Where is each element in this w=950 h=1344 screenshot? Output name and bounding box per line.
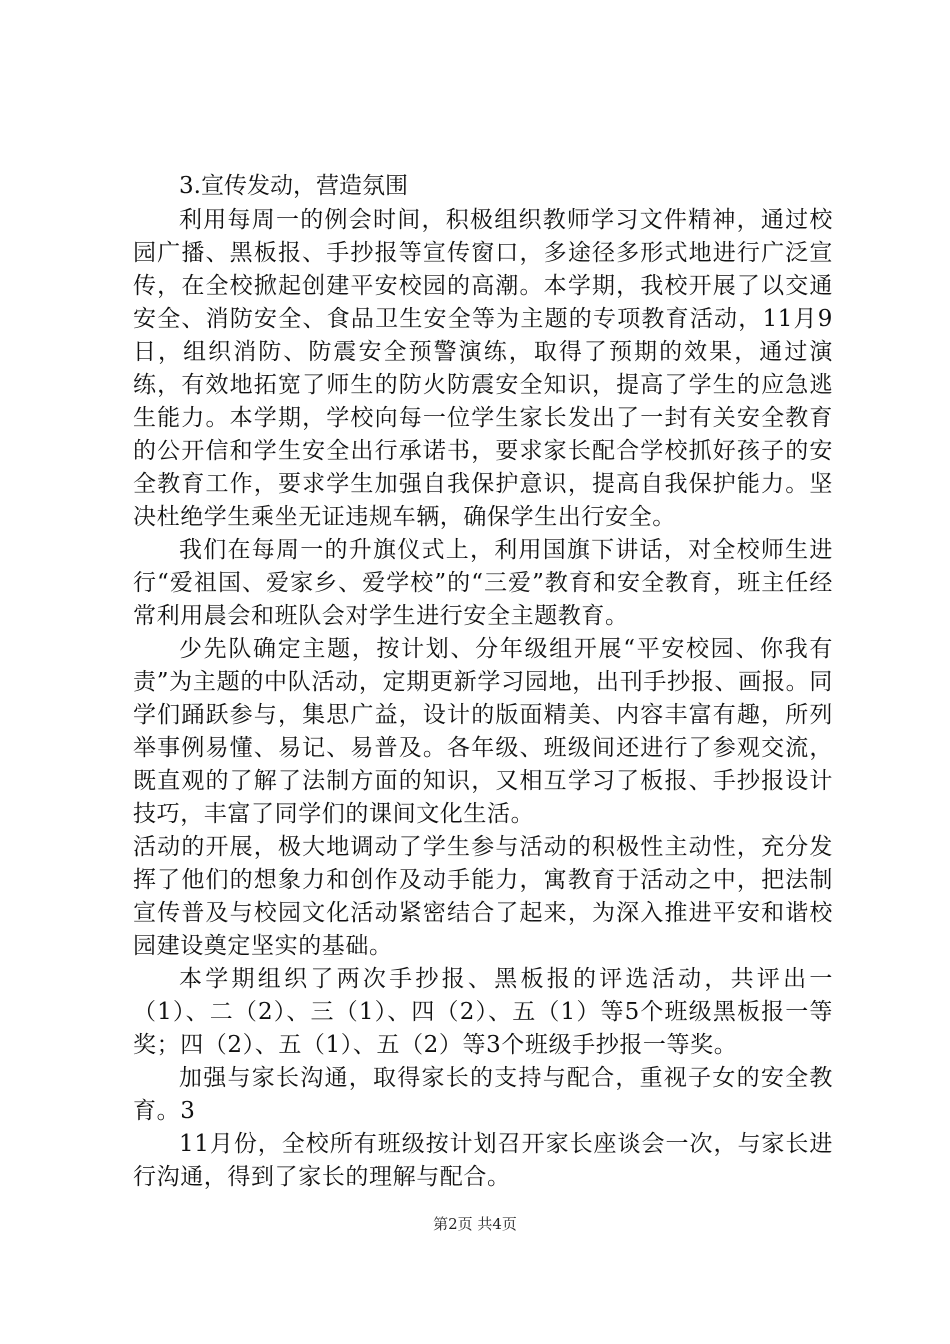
paragraph-young-pioneers: 少先队确定主题，按计划、分年级组开展“平安校园、你我有责”为主题的中队活动，定期更新学习园地，出刊手抄报、画报。同学们踊跃参与，集思广益，设计的版面精美、内容丰富有趣，所列举事例易懂、易记、易普及。各年级、班级间还进行了参观交流，既直观的了解了法制方面的知识，又相互学习了板报、手抄报设计技巧，丰富了同学们的课间文化生活。 <box>133 636 833 827</box>
paragraph-parent-communication: 加强与家长沟通，取得家长的支持与配合，重视子女的安全教育。3 <box>133 1065 833 1124</box>
section-heading: 3.宣传发动，营造氛围 <box>179 173 408 199</box>
paragraph-publicity: 利用每周一的例会时间，积极组织教师学习文件精神，通过校园广播、黑板报、手抄报等宣传窗口，多途径多形式地进行广泛宣传，在全校掀起创建平安校园的高潮。本学期，我校开展了以交通安全、消防安全、食品卫生安全等为主题的专项教育活动，11月9日，组织消防、防震安全预警演练，取得了预期的效果，通过演练，有效地拓宽了师生的防火防震安全知识，提高了学生的应急逃生能力。本学期，学校向每一位学生家长发出了一封有关安全教育的公开信和学生安全出行承诺书，要求家长配合学校抓好孩子的安全教育工作，要求学生加强自我保护意识，提高自我保护能力。坚决杜绝学生乘坐无证违规车辆，确保学生出行安全。 <box>133 207 833 530</box>
paragraph-awards: 本学期组织了两次手抄报、黑板报的评选活动，共评出一（1）、二（2）、三（1）、四（2）、五（1）等5个班级黑板报一等奖；四（2）、五（1）、五（2）等3个班级手抄报一等奖。 <box>133 966 833 1058</box>
page-number-footer: 第2页 共4页 <box>433 1215 517 1233</box>
paragraph-activity-effect: 活动的开展，极大地调动了学生参与活动的积极性主动性，充分发挥了他们的想象力和创作及动手能力，寓教育于活动之中，把法制宣传普及与校园文化活动紧密结合了起来，为深入推进平安和谐校园建设奠定坚实的基础。 <box>133 834 833 959</box>
paragraph-parent-meeting: 11月份，全校所有班级按计划召开家长座谈会一次，与家长进行沟通，得到了家长的理解与配合。 <box>133 1131 833 1190</box>
document-body <box>133 171 833 1194</box>
paragraph-flag-ceremony: 我们在每周一的升旗仪式上，利用国旗下讲话，对全校师生进行“爱祖国、爱家乡、爱学校”的“三爱”教育和安全教育，班主任经常利用晨会和班队会对学生进行安全主题教育。 <box>133 537 833 629</box>
